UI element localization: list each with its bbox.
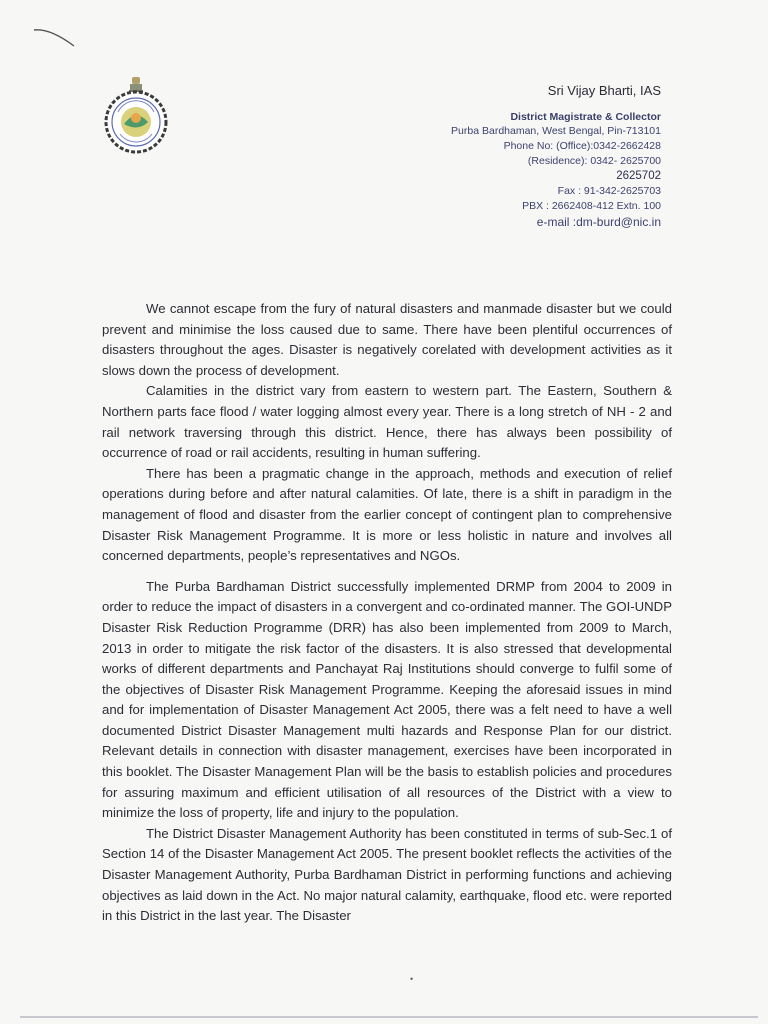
- letterhead: [331, 82, 661, 230]
- corner-pen-mark: [30, 20, 80, 50]
- paragraph-4: The Purba Bardhaman District successfully implemented DRMP from 2004 to 2009 in order to reduce the impact of disasters in a convergent and co-ordinated manner. The GOI-UNDP Disaster Risk Reduction Programme (DRR) has also been implemented from 2009 to March, 2013 in order to mitigate the risk factor of the disasters. It is also stressed that developmental works of different departments and Panchayat Raj Institutions should converge to fulfil some of the objectives of Disaster Risk Management Programme. Keeping the aforesaid issues in mind and for implementation of Disaster Management Act 2005, there was a felt need to have a well documented District Disaster Management multi hazards and Response Plan for our district. Relevant details in connection with disaster management, exercises have been incorporated in this booklet. The Disaster Management Plan will be the basis to establish policies and procedures for assuring maximum and efficient utilisation of all resources of the District with a view to minimize the loss of property, life and injury to the population.: [102, 578, 672, 821]
- letter-body: [102, 299, 672, 927]
- officer-title: District Magistrate & Collector: [510, 111, 661, 123]
- paragraph-3: There has been a pragmatic change in the approach, methods and execution of relief operations during before and after natural calamities. Of late, there is a shift in paradigm in the management of flood and disaster from the earlier concept of contingent plan to comprehensive Disaster Risk Management Programme. It is more or less holistic in nature and involves all concerned departments, people’s representatives and NGOs.: [102, 465, 672, 564]
- phone-residence: (Residence): 0342- 2625700: [527, 155, 661, 167]
- fax-number: Fax : 91-342-2625703: [557, 185, 661, 197]
- page-mark: •: [410, 974, 414, 984]
- phone-residence-alt: 2625702: [616, 170, 661, 182]
- office-address: Purba Bardhaman, West Bengal, Pin-713101: [451, 125, 661, 137]
- paragraph-2: Calamities in the district vary from eastern to western part. The Eastern, Southern & Northern parts face flood / water logging almost every year. There is a long stretch of NH - 2 and rail network traversing through this district. Hence, there has always been possibility of occurrence of road or rail accidents, resulting in human suffering.: [102, 383, 672, 461]
- government-emblem-seal: [98, 72, 174, 154]
- email-address: e-mail :dm-burd@nic.in: [536, 215, 661, 229]
- bottom-edge-rule: [20, 1016, 758, 1018]
- paragraph-5: The District Disaster Management Authority has been constituted in terms of sub-Sec.1 of Section 14 of the Disaster Management Act 2005. The present booklet reflects the activities of the Disaster Management Authority, Purba Bardhaman District in performing functions and achieving objectives as laid down in the Act. No major natural calamity, earthquake, flood etc. were reported in this District in the last year. The Disaster: [102, 825, 672, 924]
- phone-office: Phone No: (Office):0342-2662428: [503, 140, 661, 152]
- officer-name: Sri Vijay Bharti, IAS: [547, 83, 661, 98]
- pbx-number: PBX : 2662408-412 Extn. 100: [522, 200, 661, 212]
- paragraph-1: We cannot escape from the fury of natural disasters and manmade disaster but we could prevent and minimise the loss caused due to same. There have been plentiful occurrences of disasters throughout the ages. Disaster is negatively corelated with development activities as it slows down the process of development.: [102, 301, 672, 378]
